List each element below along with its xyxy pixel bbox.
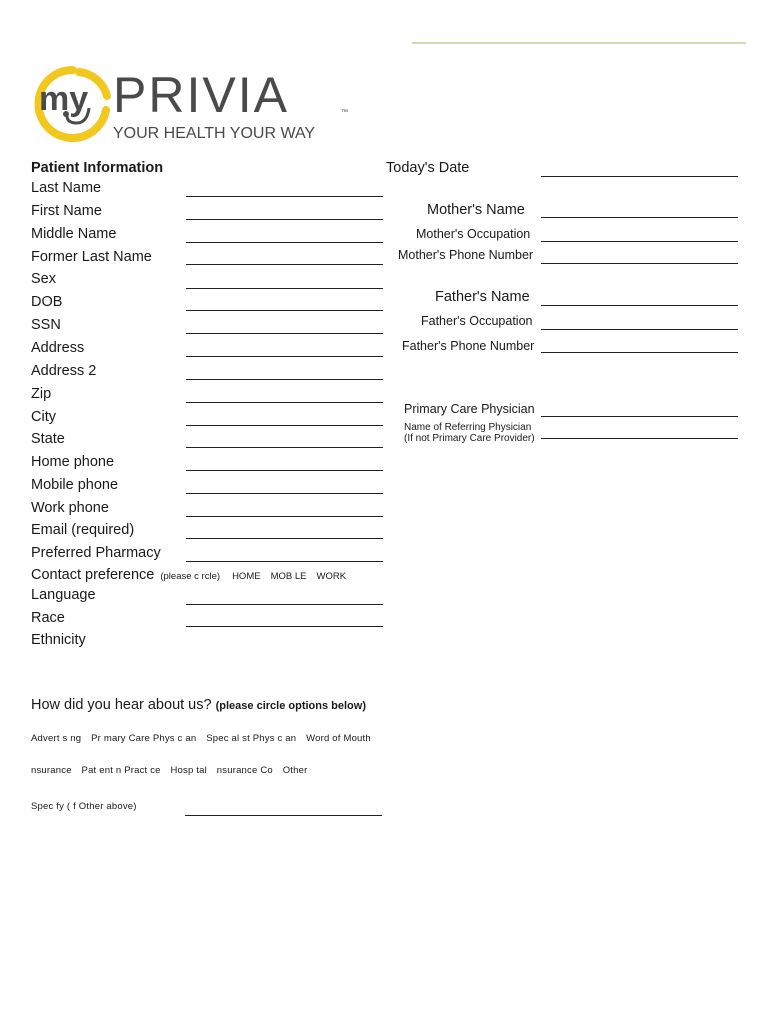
zip-field[interactable]	[186, 402, 383, 403]
hear-options-row-2	[31, 766, 314, 776]
specify-other-field[interactable]	[185, 815, 382, 816]
former-last-name-field[interactable]	[186, 264, 383, 265]
first-name-field[interactable]	[186, 219, 383, 220]
logo-brand: PRIVIA	[113, 67, 289, 123]
race-label: Race	[31, 610, 65, 626]
option-hospital[interactable]: Hosp tal	[170, 765, 207, 776]
address-2-field[interactable]	[186, 379, 383, 380]
mothers-phone-field[interactable]	[541, 263, 738, 264]
option-word-of-mouth[interactable]: Word of Mouth	[306, 733, 371, 744]
sex-field[interactable]	[186, 288, 383, 289]
contact-preference-row	[31, 568, 346, 583]
referring-physician-line2: (If not Primary Care Provider)	[404, 433, 535, 444]
option-primary-care-physician[interactable]: Pr mary Care Phys c an	[91, 733, 197, 744]
option-specialist-physician[interactable]: Spec al st Phys c an	[206, 733, 297, 744]
address-2-label: Address 2	[31, 363, 97, 379]
referring-physician-line1: Name of Referring Physician	[404, 422, 532, 433]
contact-option-work[interactable]: WORK	[316, 571, 347, 582]
dob-label: DOB	[31, 294, 63, 310]
home-phone-field[interactable]	[186, 470, 383, 471]
ethnicity-label: Ethnicity	[31, 632, 86, 648]
state-label: State	[31, 431, 65, 447]
referring-physician-field[interactable]	[541, 438, 738, 439]
referring-physician-label	[404, 422, 535, 444]
preferred-pharmacy-field[interactable]	[186, 561, 383, 562]
language-field[interactable]	[186, 604, 383, 605]
top-rule	[412, 42, 746, 44]
mothers-occupation-label: Mother's Occupation	[416, 227, 531, 241]
city-label: City	[31, 409, 56, 425]
fathers-name-field[interactable]	[541, 305, 738, 306]
fathers-occupation-label: Father's Occupation	[421, 314, 533, 328]
former-last-name-label: Former Last Name	[31, 249, 152, 265]
city-field[interactable]	[186, 425, 383, 426]
language-label: Language	[31, 587, 96, 603]
hear-options-row-1	[31, 734, 378, 744]
mothers-name-field[interactable]	[541, 217, 738, 218]
todays-date-label: Today's Date	[386, 160, 470, 176]
email-required-label: Email (required)	[31, 522, 135, 538]
race-field[interactable]	[186, 626, 383, 627]
logo-tagline: YOUR HEALTH YOUR WAY	[113, 125, 316, 142]
hear-about-us-question: How did you hear about us?	[31, 697, 212, 713]
primary-care-physician-field[interactable]	[541, 416, 738, 417]
contact-preference-label: Contact preference	[31, 567, 155, 583]
myprivia-logo	[29, 66, 353, 142]
todays-date-field[interactable]	[541, 176, 738, 177]
sex-label: Sex	[31, 271, 56, 287]
home-phone-label: Home phone	[31, 454, 115, 470]
ssn-label: SSN	[31, 317, 61, 333]
email-required-field[interactable]	[186, 538, 383, 539]
first-name-label: First Name	[31, 203, 102, 219]
mothers-name-label: Mother's Name	[427, 202, 525, 218]
work-phone-label: Work phone	[31, 500, 109, 516]
option-insurance[interactable]: nsurance	[31, 765, 72, 776]
work-phone-field[interactable]	[186, 516, 383, 517]
preferred-pharmacy-label: Preferred Pharmacy	[31, 545, 161, 561]
middle-name-label: Middle Name	[31, 226, 117, 242]
contact-preference-hint: (please c rcle)	[160, 571, 221, 582]
hear-about-us-note: (please circle options below)	[215, 700, 366, 712]
mothers-phone-label: Mother's Phone Number	[398, 248, 534, 262]
logo-prefix: my	[39, 80, 89, 118]
logo-trademark: ™	[341, 109, 348, 116]
primary-care-physician-label: Primary Care Physician	[404, 402, 535, 416]
option-patient-in-practice[interactable]: Pat ent n Pract ce	[81, 765, 161, 776]
dob-field[interactable]	[186, 310, 383, 311]
option-insurance-co[interactable]: nsurance Co	[216, 765, 273, 776]
address-field[interactable]	[186, 356, 383, 357]
address-label: Address	[31, 340, 85, 356]
fathers-phone-label: Father's Phone Number	[402, 339, 535, 353]
last-name-field[interactable]	[186, 196, 383, 197]
middle-name-field[interactable]	[186, 242, 383, 243]
option-other[interactable]: Other	[282, 765, 308, 776]
mobile-phone-field[interactable]	[186, 493, 383, 494]
logo-graphic	[29, 66, 353, 142]
mothers-occupation-field[interactable]	[541, 241, 738, 242]
option-advertising[interactable]: Advert s ng	[31, 733, 82, 744]
zip-label: Zip	[31, 386, 52, 402]
contact-option-mobile[interactable]: MOB LE	[270, 571, 307, 582]
hear-about-us-heading	[31, 698, 366, 713]
contact-option-home[interactable]: HOME	[232, 571, 261, 582]
state-field[interactable]	[186, 447, 383, 448]
ssn-field[interactable]	[186, 333, 383, 334]
mobile-phone-label: Mobile phone	[31, 477, 119, 493]
fathers-occupation-field[interactable]	[541, 329, 738, 330]
last-name-label: Last Name	[31, 180, 102, 196]
patient-information-heading: Patient Information	[31, 160, 164, 176]
specify-other-label: Spec fy ( f Other above)	[31, 801, 137, 812]
fathers-name-label: Father's Name	[435, 289, 530, 305]
fathers-phone-field[interactable]	[541, 352, 738, 353]
